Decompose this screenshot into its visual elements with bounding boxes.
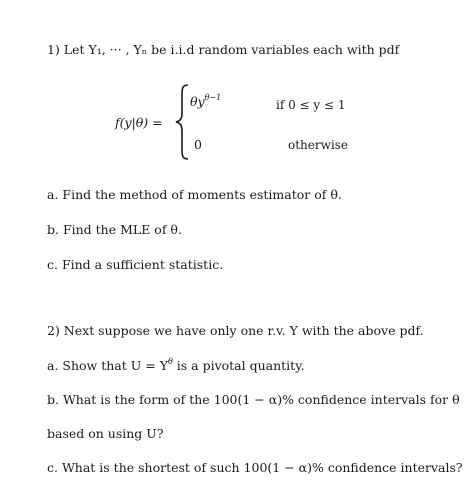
problem-1-part-a: a. Find the method of moments estimator of θ.: [47, 187, 342, 202]
problem-2-part-a: a. Show that $U = Y^\theta$ is a pivotal quantity.: [47, 357, 305, 373]
problem-1-intro: 1) Let Y₁, ··· , Yₙ be i.i.d random variables each with pdf: [47, 42, 400, 57]
problem-1-part-c: c. Find a sufficient statistic.: [47, 257, 224, 272]
case-1-expression: $\theta y^{\theta-1}$: [190, 93, 222, 109]
problem-2-part-b-line-1: b. What is the form of the 100(1 − α)% confidence intervals for θ: [47, 392, 460, 407]
left-brace-icon: [174, 83, 190, 161]
problem-2-intro: 2) Next suppose we have only one r.v. Y with the above pdf.: [47, 323, 424, 338]
problem-2-part-c: c. What is the shortest of such 100(1 − α)% confidence intervals?: [47, 460, 463, 475]
case-1-condition: if 0 ≤ y ≤ 1: [276, 98, 346, 112]
problem-2-part-b-line-2: based on using U?: [47, 426, 164, 441]
pdf-lhs: f(y|θ) =: [115, 115, 163, 130]
problem-1-part-b: b. Find the MLE of θ.: [47, 222, 182, 237]
case-2-condition: otherwise: [288, 138, 348, 152]
case-2-expression: 0: [194, 137, 202, 152]
